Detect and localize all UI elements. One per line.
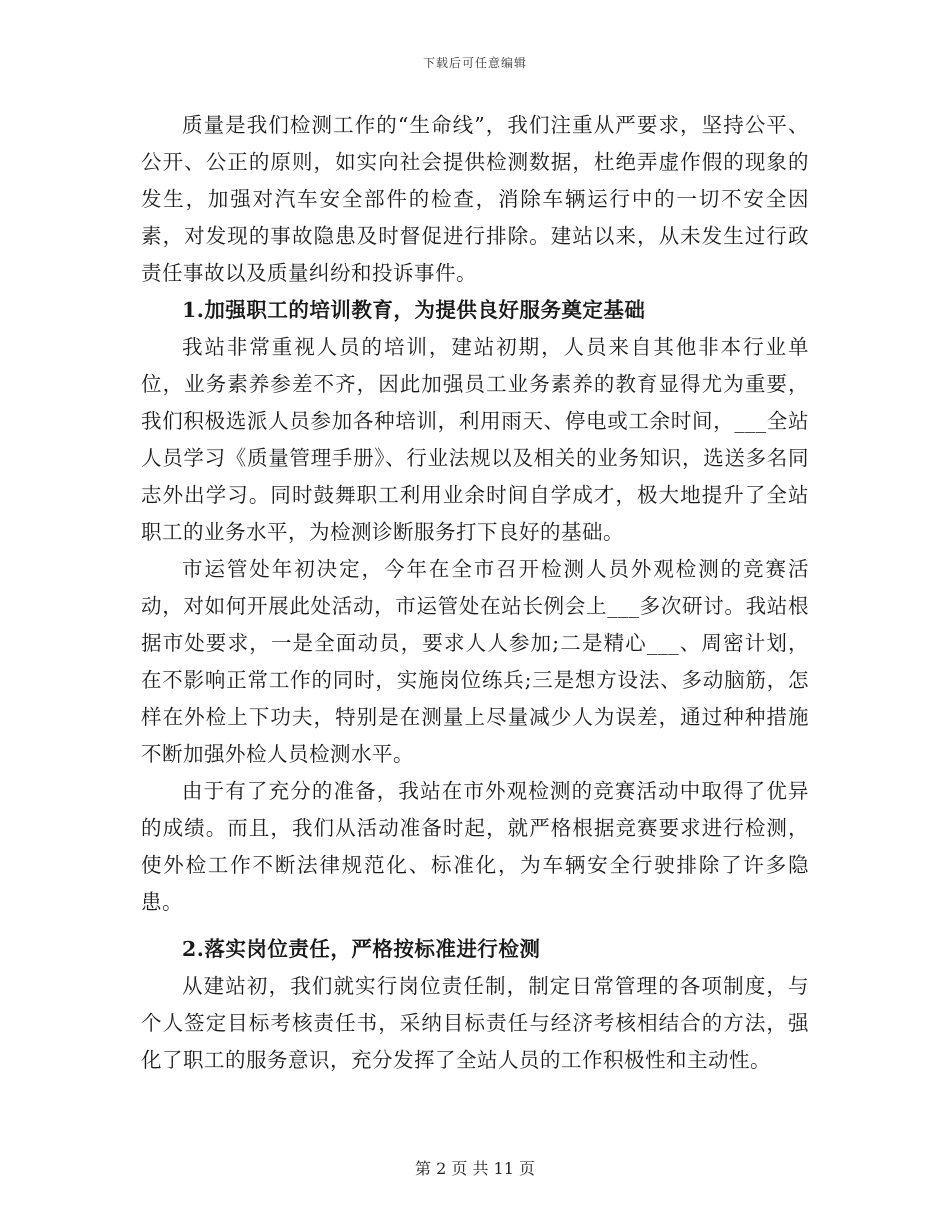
section-heading-training: 1.加强职工的培训教育，为提供良好服务奠定基础	[182, 298, 646, 322]
document-body	[141, 107, 809, 1079]
page-number-footer: 第 2 页 共 11 页	[415, 1159, 535, 1178]
paragraph-results: 由于有了充分的准备，我站在市外观检测的竞赛活动中取得了优异的成绩。而且，我们从活动准备时起，就严格根据竞赛要求进行检测，使外检工作不断法律规范化、标准化，为车辆安全行驶排除了许多隐患。	[141, 779, 809, 914]
paragraph-quality: 质量是我们检测工作的“生命线”，我们注重从严要求，坚持公平、公开、公正的原则，如实向社会提供检测数据，杜绝弄虚作假的现象的发生，加强对汽车安全部件的检查，消除车辆运行中的一切不安全因素，对发现的事故隐患及时督促进行排除。建站以来，从未发生过行政责任事故以及质量纠纷和投诉事件。	[141, 113, 809, 285]
paragraph-competition: 市运管处年初决定，今年在全市召开检测人员外观检测的竞赛活动，对如何开展此处活动，市运管处在站长例会上___多次研讨。我站根据市处要求，一是全面动员，要求人人参加;二是精心___、周密计划，在不影响正常工作的同时，实施岗位练兵;三是想方设法、多动脑筋，怎样在外检上下功夫，特别是在测量上尽量减少人为误差，通过种种措施不断加强外检人员检测水平。	[141, 557, 809, 766]
header-note: 下载后可任意编辑	[422, 56, 527, 70]
paragraph-responsibility: 从建站初，我们就实行岗位责任制，制定日常管理的各项制度，与个人签定目标考核责任书，采纳目标责任与经济考核相结合的方法，强化了职工的服务意识，充分发挥了全站人员的工作积极性和主动性。	[141, 974, 809, 1072]
paragraph-training: 我站非常重视人员的培训，建站初期，人员来自其他非本行业单位，业务素养参差不齐，因此加强员工业务素养的教育显得尤为重要，我们积极选派人员参加各种培训，利用雨天、停电或工余时间，___全站人员学习《质量管理手册》、行业法规以及相关的业务知识，选送多名同志外出学习。同时鼓舞职工利用业余时间自学成才，极大地提升了全站职工的业务水平，为检测诊断服务打下良好的基础。	[141, 335, 809, 544]
section-heading-responsibility: 2.落实岗位责任，严格按标准进行检测	[182, 937, 541, 961]
